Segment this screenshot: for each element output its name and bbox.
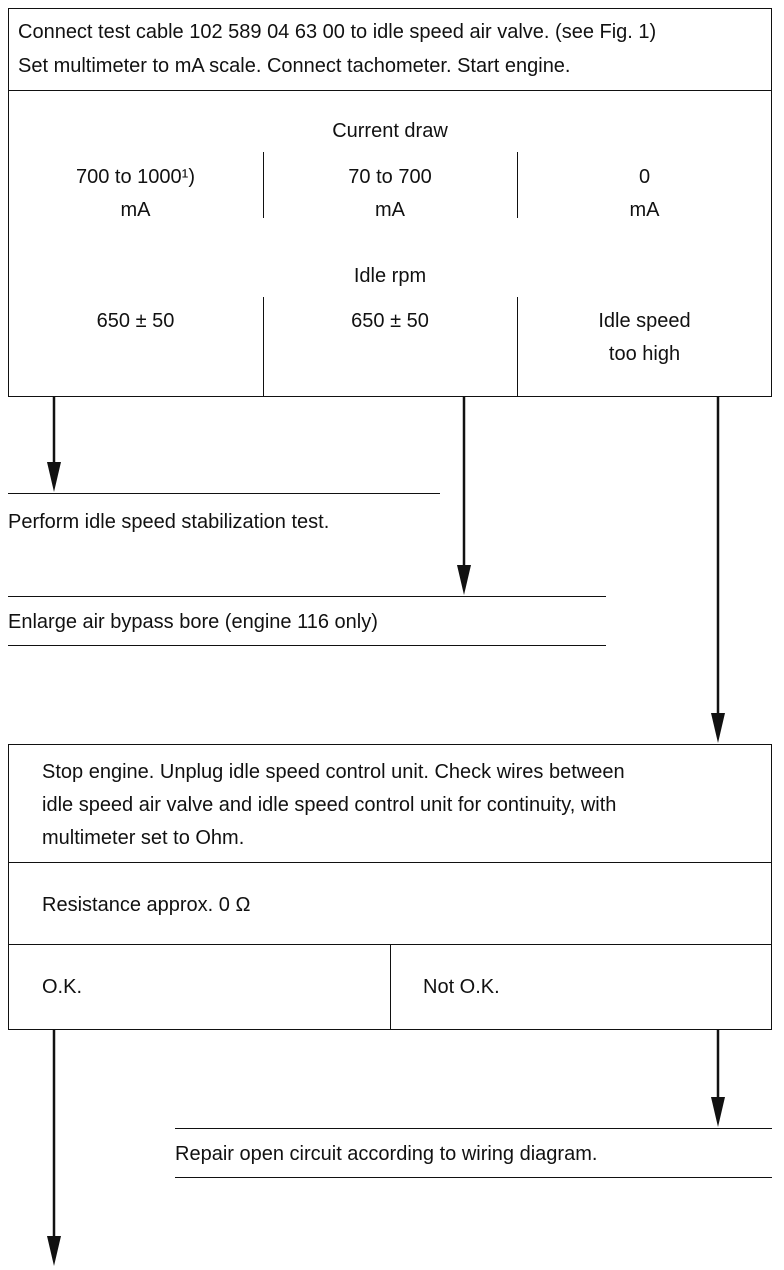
resistance-label: Resistance approx. 0 Ω (42, 894, 251, 916)
step2-instruction-line3: multimeter set to Ohm. (42, 827, 245, 849)
arrowhead-not-ok (711, 1097, 725, 1127)
step1-instruction-line1: Connect test cable 102 589 04 63 00 to idle speed air valve. (see Fig. 1) (18, 21, 657, 43)
arrowhead-col2 (457, 565, 471, 595)
current-value-col3: 0 (638, 166, 651, 188)
step1-instruction-line2: Set multimeter to mA scale. Connect tachometer. Start engine. (18, 55, 571, 77)
arrowhead-ok (47, 1236, 61, 1266)
current-draw-label: Current draw (332, 120, 448, 142)
rpm-value-col1: 650 ± 50 (96, 310, 175, 332)
repair-text: Repair open circuit according to wiring diagram. (175, 1143, 598, 1165)
current-unit-col3: mA (629, 199, 660, 221)
rpm-value-col3-line2: too high (608, 343, 681, 365)
not-ok-label: Not O.K. (423, 976, 500, 998)
step2-instruction-line1: Stop engine. Unplug idle speed control unit. Check wires between (42, 761, 625, 783)
current-value-col1: 700 to 1000¹) (76, 166, 195, 188)
enlarge-bore-text: Enlarge air bypass bore (engine 116 only) (8, 611, 378, 633)
step2-instruction-line2: idle speed air valve and idle speed control unit for continuity, with (42, 794, 617, 816)
current-unit-col1: mA (120, 199, 151, 221)
arrowhead-col3 (711, 713, 725, 743)
rpm-value-col2: 650 ± 50 (351, 310, 429, 332)
current-value-col2: 70 to 700 (348, 166, 432, 188)
stabilization-test-text: Perform idle speed stabilization test. (8, 511, 330, 533)
rpm-value-col3-line1: Idle speed (598, 310, 691, 332)
idle-rpm-label: Idle rpm (353, 265, 427, 287)
arrowhead-col1 (47, 462, 61, 492)
ok-label: O.K. (42, 976, 83, 998)
current-unit-col2: mA (375, 199, 405, 221)
